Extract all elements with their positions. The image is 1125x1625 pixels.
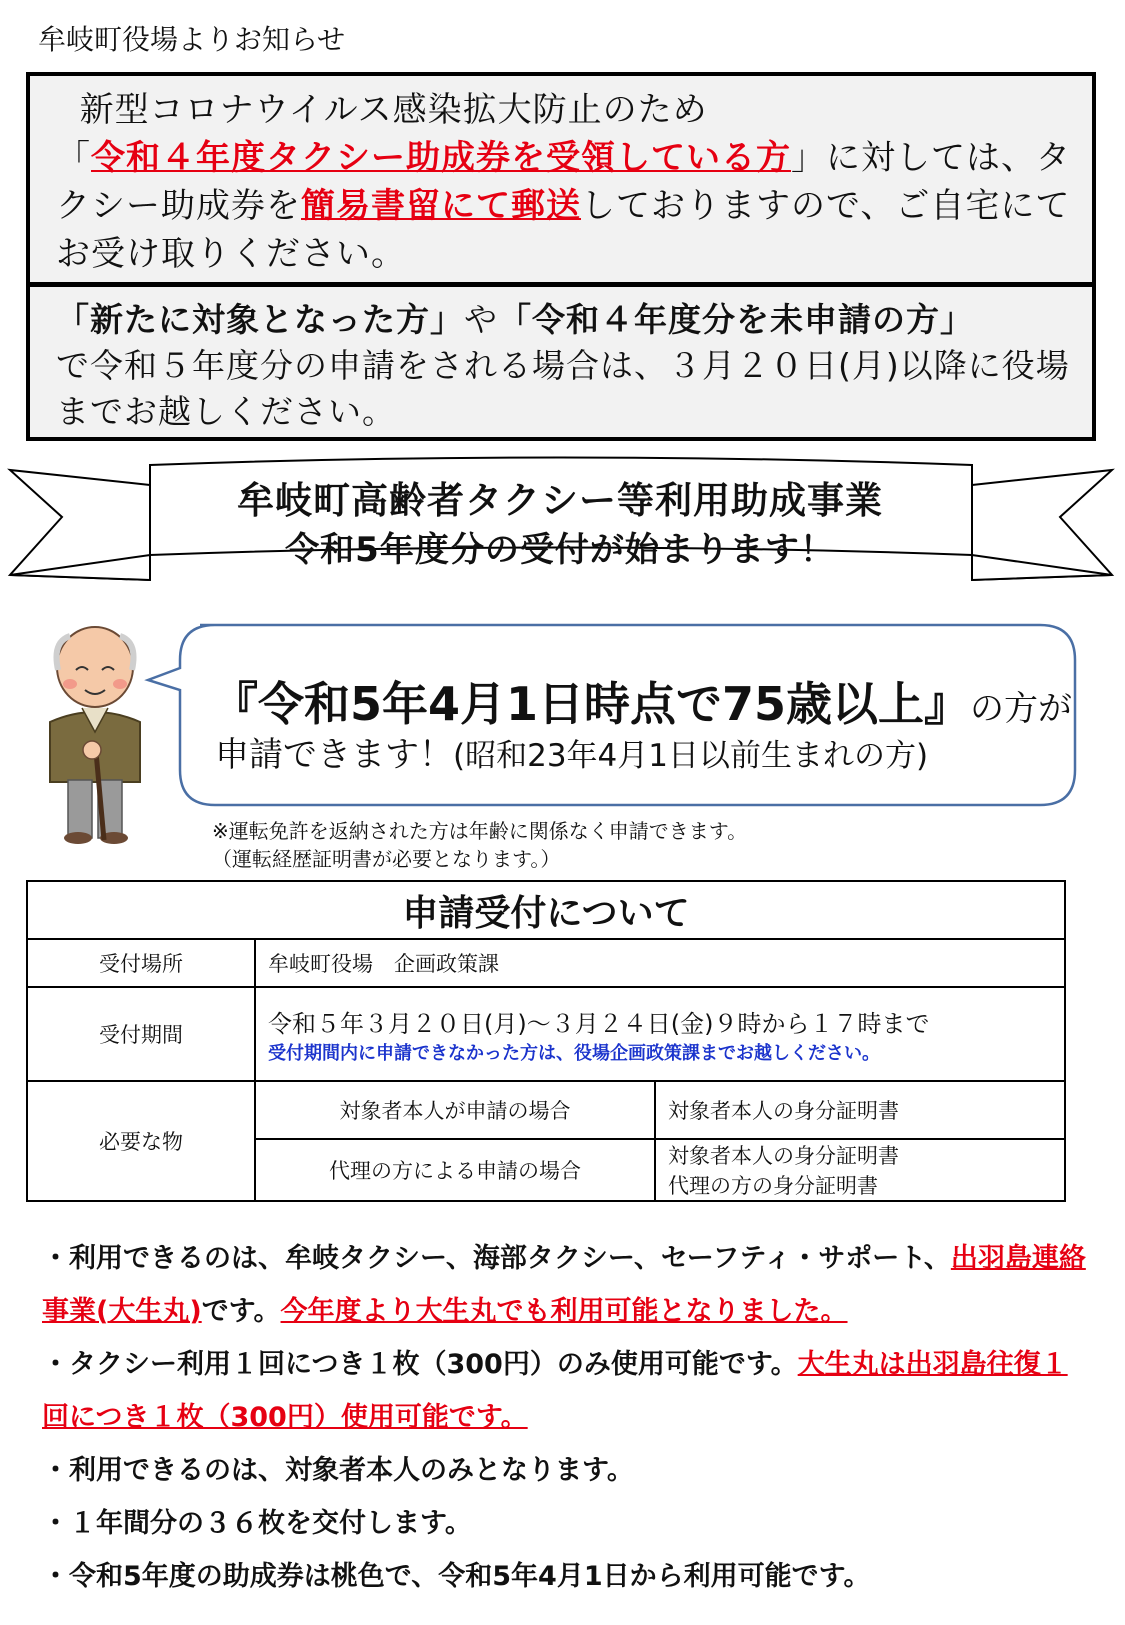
highlight-registered-mail: 簡易書留にて郵送 bbox=[301, 186, 581, 226]
license-note: ※運転免許を返納された方は年齢に関係なく申請できます。 bbox=[212, 819, 748, 843]
period-note: 受付期間内に申請できなかった方は、役場企画政策課までお越しください。 bbox=[268, 1042, 880, 1064]
notice-box-new-applicants: 「新たに対象となった方」や「令和４年度分を未申請の方」 で令和５年度分の申請をされる場合は、３月２０日(月)以降に役場までお越しください。 bbox=[26, 283, 1096, 441]
place-label: 受付場所 bbox=[27, 939, 255, 987]
items-label: 必要な物 bbox=[27, 1081, 255, 1201]
bullet-one-per-ride: ・タクシー利用１回につき１枚（300円）のみ使用可能です。大生丸は出羽島往復１回につき１枚（300円）使用可能です。 bbox=[42, 1349, 1068, 1433]
bullet-self-only: ・利用できるのは、対象者本人のみとなります。 bbox=[42, 1455, 634, 1486]
table-title: 申請受付について bbox=[27, 881, 1065, 939]
case-proxy: 代理の方による申請の場合 bbox=[255, 1139, 655, 1201]
case-self: 対象者本人が申請の場合 bbox=[255, 1081, 655, 1139]
bullet-36-tickets: ・１年間分の３６枚を交付します。 bbox=[42, 1508, 472, 1539]
notice-body: 「令和４年度タクシー助成券を受領している方」に対しては、タクシー助成券を簡易書留にて郵送しておりますので、ご自宅にてお受け取りください。 bbox=[56, 138, 1071, 274]
case-proxy-req bbox=[655, 1139, 1065, 1201]
application-info-table bbox=[26, 880, 1066, 1202]
highlight-recipients: 令和４年度タクシー助成券を受領している方 bbox=[91, 138, 791, 178]
bullet-services: ・利用できるのは、牟岐タクシー、海部タクシー、セーフティ・サポート、出羽島連絡事業(大生丸)です。今年度より大生丸でも利用可能となりました。 bbox=[42, 1243, 1086, 1327]
banner-subtitle: 令和5年度分の受付が始まります！ bbox=[285, 530, 835, 570]
notice-line1: 新型コロナウイルス感染拡大防止のため bbox=[79, 90, 708, 130]
bullet-pink-ticket: ・令和5年度の助成券は桃色で、令和5年4月1日から利用可能です。 bbox=[42, 1561, 871, 1592]
period-cell bbox=[255, 987, 1065, 1081]
eligibility-line1: 『令和5年4月1日時点で75歳以上』の方が bbox=[212, 677, 1073, 731]
proxy-req-2: 代理の方の身分証明書 bbox=[668, 1174, 878, 1198]
place-value: 牟岐町役場 企画政策課 bbox=[255, 939, 1065, 987]
eligibility-line2: 申請できます！(昭和23年4月1日以前生まれの方) bbox=[215, 735, 929, 775]
proxy-req-1: 対象者本人の身分証明書 bbox=[668, 1144, 899, 1168]
unapplied-label: 「令和４年度分を未申請の方」 bbox=[498, 300, 974, 339]
case-self-req: 対象者本人の身分証明書 bbox=[655, 1081, 1065, 1139]
notice2-text: で令和５年度分の申請をされる場合は、３月２０日(月)以降に役場までお越しください。 bbox=[56, 346, 1070, 431]
notice-box-mail bbox=[26, 72, 1096, 286]
new-applicant-label: 「新たに対象となった方」 bbox=[56, 300, 464, 339]
license-subnote: （運転経歴証明書が必要となります。） bbox=[212, 847, 561, 871]
period-value: 令和５年３月２０日(月)～３月２４日(金)９時から１７時まで bbox=[268, 1009, 930, 1038]
usage-bullets bbox=[42, 1232, 1092, 1603]
period-label: 受付期間 bbox=[27, 987, 255, 1081]
page-header: 牟岐町役場よりお知らせ bbox=[38, 23, 346, 56]
banner-title: 牟岐町高齢者タクシー等利用助成事業 bbox=[237, 479, 883, 522]
